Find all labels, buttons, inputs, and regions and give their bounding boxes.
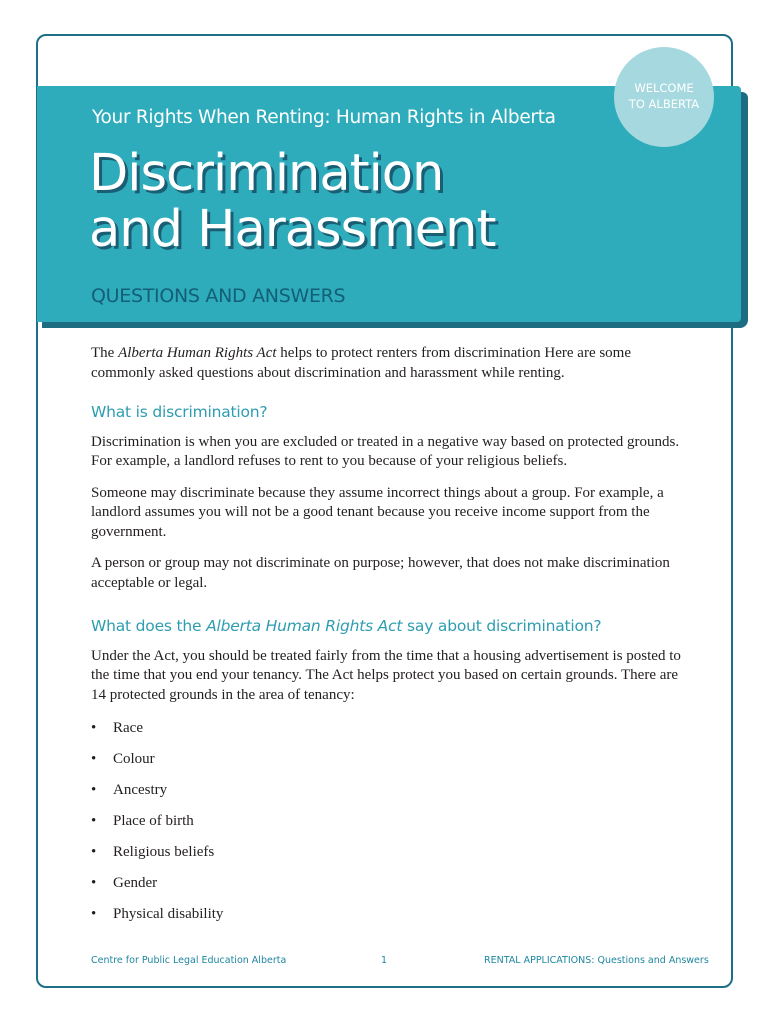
intro-prefix: The: [91, 345, 119, 361]
heading-prefix: What does the: [91, 617, 207, 635]
paragraph: A person or group may not discriminate on purpose; however, that does not make discrimination acceptable or legal.: [91, 555, 670, 591]
welcome-line-2: TO ALBERTA: [628, 97, 700, 111]
heading-what-is-discrimination: What is discrimination?: [91, 403, 268, 421]
list-item: • Gender: [91, 874, 691, 905]
footer-publisher: Centre for Public Legal Education Alberta: [91, 955, 287, 966]
paragraph: Under the Act, you should be treated fairly from the time that a housing advertisement is posted to the time that you end your tenancy. The Act helps protect you based on certain grounds. There are 14 protected grounds in the area of tenancy:: [91, 647, 681, 703]
document-body: [91, 344, 691, 936]
series-subtitle: Your Rights When Renting: Human Rights in Alberta: [92, 107, 556, 128]
list-item: • Physical disability: [91, 905, 691, 936]
footer-page-number: 1: [381, 955, 388, 966]
intro-act-name: Alberta Human Rights Act: [118, 345, 277, 361]
list-item: • Colour: [91, 750, 691, 781]
heading-suffix: say about discrimination?: [402, 617, 602, 635]
welcome-badge-text: [614, 80, 714, 112]
list-item: • Race: [91, 719, 691, 750]
title-line-1: Discrimination: [89, 144, 444, 203]
page-title: [89, 146, 496, 258]
intro-suffix: helps to protect renters from discrimination Here are some commonly asked questions about discrimination and harassment while renting.: [91, 345, 632, 381]
intro-paragraph: [91, 344, 691, 383]
protected-grounds-list: [91, 719, 691, 936]
paragraph: Someone may discriminate because they assume incorrect things about a group. For example, a landlord assumes you will not be a good tenant because you receive income support from the government.: [91, 484, 664, 540]
heading-act-name: Alberta Human Rights Act: [206, 617, 403, 635]
welcome-line-1: WELCOME: [634, 81, 694, 95]
paragraph: Discrimination is when you are excluded or treated in a negative way based on protected grounds. For example, a landlord refuses to rent to you because of your religious beliefs.: [91, 433, 680, 469]
list-item: • Place of birth: [91, 812, 691, 843]
section-label: QUESTIONS AND ANSWERS: [91, 285, 346, 307]
title-line-2: and Harassment: [89, 200, 496, 259]
list-item: • Religious beliefs: [91, 843, 691, 874]
footer-document-title: RENTAL APPLICATIONS: Questions and Answers: [484, 955, 709, 966]
list-item: • Ancestry: [91, 781, 691, 812]
heading-what-does-act-say: [91, 617, 691, 637]
